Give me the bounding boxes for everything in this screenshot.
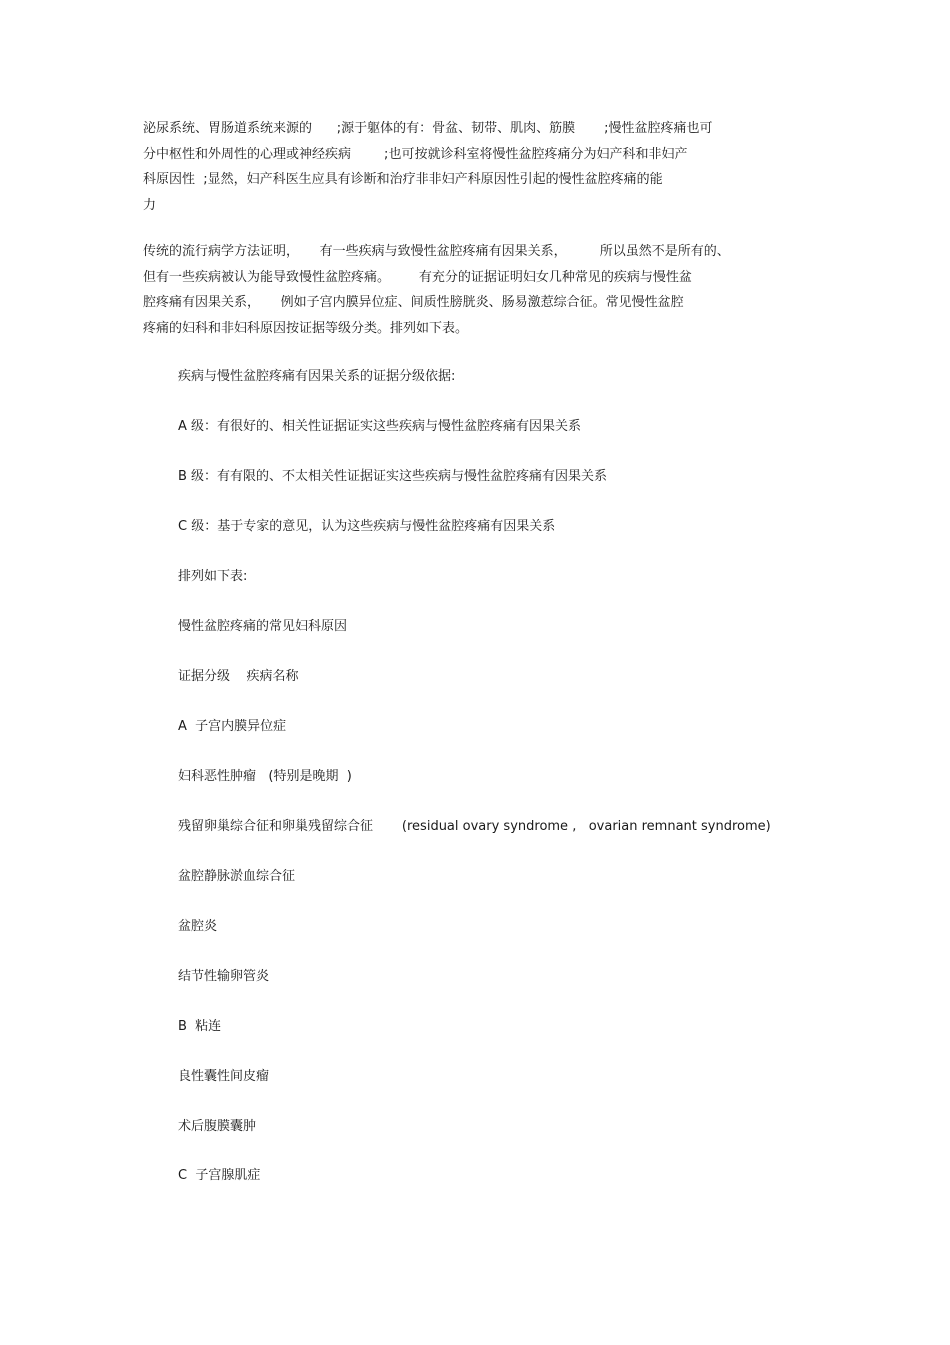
evidence-grading-heading: 疾病与慢性盆腔疼痛有因果关系的证据分级依据:	[178, 369, 456, 384]
grade-c-definition: C 级：基于专家的意见，认为这些疾病与慢性盆腔疼痛有因果关系	[178, 519, 556, 534]
table-row: 良性囊性间皮瘤	[178, 1069, 270, 1084]
paragraph-epidemiology	[143, 239, 808, 341]
table-row: 残留卵巢综合征和卵巢残留综合征 (residual ovary syndrome , ovarian remnant syndrome)	[178, 819, 771, 834]
text-line: 腔疼痛有因果关系， 例如子宫内膜异位症、间质性膀胱炎、肠易激惹综合征。常见慢性盆腔	[143, 295, 684, 310]
text-line: 疼痛的妇科和非妇科原因按证据等级分类。排列如下表。	[143, 320, 469, 336]
table-header: 证据分级 疾病名称	[178, 669, 299, 684]
table-title: 慢性盆腔疼痛的常见妇科原因	[178, 619, 348, 634]
table-row: 结节性输卵管炎	[178, 969, 270, 984]
text-line: 传统的流行病学方法证明， 有一些疾病与致慢性盆腔疼痛有因果关系， 所以虽然不是所有的、	[143, 244, 730, 259]
text-line: 力	[143, 197, 157, 213]
text-line: 泌尿系统、胃肠道系统来源的 ;源于躯体的有：骨盆、韧带、肌肉、筋膜 ;慢性盆腔疼痛也可	[143, 121, 713, 136]
paragraph-pain-sources	[143, 116, 808, 218]
table-row: A 子宫内膜异位症	[178, 719, 287, 734]
list-intro: 排列如下表:	[178, 569, 248, 584]
table-row: 术后腹膜囊肿	[178, 1119, 257, 1134]
table-row: B 粘连	[178, 1019, 222, 1034]
text-line: 分中枢性和外周性的心理或神经疾病 ;也可按就诊科室将慢性盆腔疼痛分为妇产科和非妇产	[143, 146, 688, 162]
table-row: C 子宫腺肌症	[178, 1168, 261, 1183]
table-row: 妇科恶性肿瘤 (特别是晚期 )	[178, 769, 352, 784]
grade-a-definition: A 级：有很好的、相关性证据证实这些疾病与慢性盆腔疼痛有因果关系	[178, 419, 582, 434]
text-line: 科原因性 ;显然，妇产科医生应具有诊断和治疗非非妇产科原因性引起的慢性盆腔疼痛的能	[143, 172, 663, 187]
table-row: 盆腔炎	[178, 919, 218, 934]
text-line: 但有一些疾病被认为能导致慢性盆腔疼痛。 有充分的证据证明妇女几种常见的疾病与慢性盆	[143, 269, 692, 285]
grade-b-definition: B 级：有有限的、不太相关性证据证实这些疾病与慢性盆腔疼痛有因果关系	[178, 469, 608, 484]
table-row: 盆腔静脉淤血综合征	[178, 869, 296, 884]
